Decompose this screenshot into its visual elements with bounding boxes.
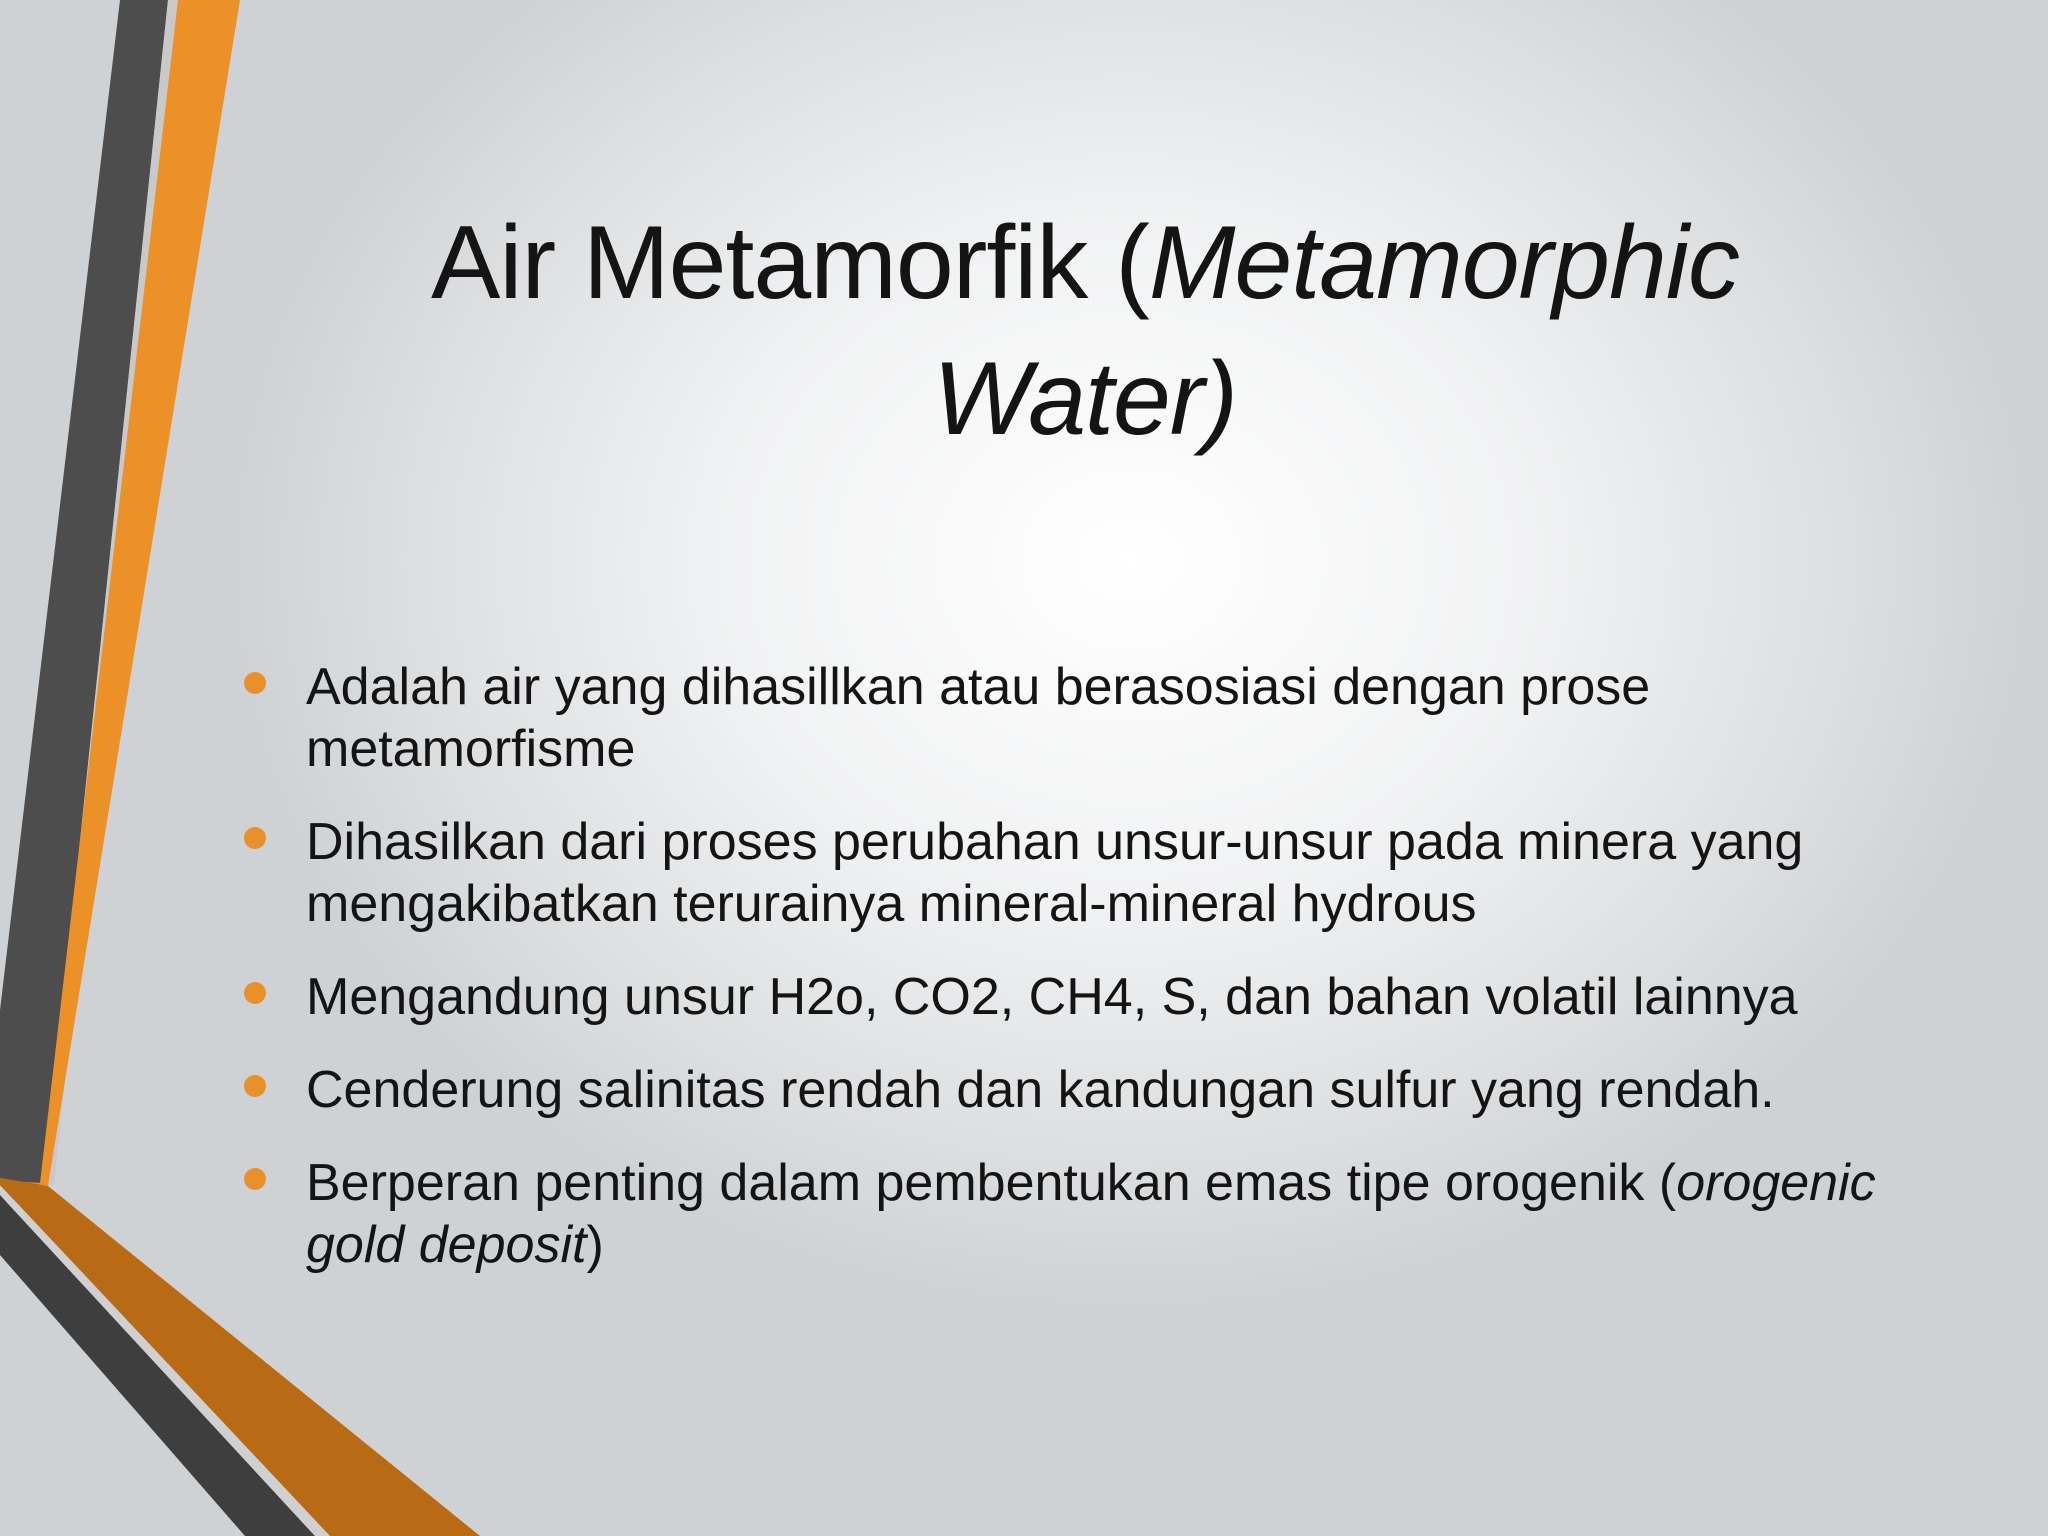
title-plain: Air Metamorfik ( bbox=[431, 205, 1149, 321]
bullet-list bbox=[238, 656, 1898, 1307]
bullet-text: Adalah air yang dihasillkan atau berasosiasi dengan prose metamorfisme bbox=[306, 658, 1651, 778]
bullet-item bbox=[238, 811, 1898, 935]
bullet-dot-icon bbox=[244, 827, 266, 849]
bullet-italic-text: orogenic gold deposit bbox=[306, 1154, 1876, 1274]
bullet-text: Dihasilkan dari proses perubahan unsur-unsur pada minera yang mengakibatkan terurainya mineral-mineral hydrous bbox=[306, 813, 1804, 933]
bullet-dot-icon bbox=[244, 672, 266, 694]
bullet-item bbox=[238, 966, 1898, 1028]
bullet-dot-icon bbox=[244, 1168, 266, 1190]
bullet-dot-icon bbox=[244, 982, 266, 1004]
bullet-text: Mengandung unsur H2o, CO2, CH4, S, dan bahan volatil lainnya bbox=[306, 968, 1798, 1026]
bullet-item bbox=[238, 1152, 1898, 1276]
dark-vertical-stripe bbox=[0, 0, 168, 1205]
bullet-dot-icon bbox=[244, 1075, 266, 1097]
bullet-tail-text: ) bbox=[586, 1216, 604, 1274]
bullet-item bbox=[238, 1059, 1898, 1121]
bullet-text: Berperan penting dalam pembentukan emas tipe orogenik ( bbox=[306, 1154, 1677, 1212]
bullet-text: Cenderung salinitas rendah dan kandungan sulfur yang rendah. bbox=[306, 1061, 1775, 1119]
bullet-item bbox=[238, 656, 1898, 780]
slide-title bbox=[300, 195, 1870, 467]
title-italic-2: Water) bbox=[932, 341, 1238, 457]
title-italic-1: Metamorphic bbox=[1148, 205, 1739, 321]
